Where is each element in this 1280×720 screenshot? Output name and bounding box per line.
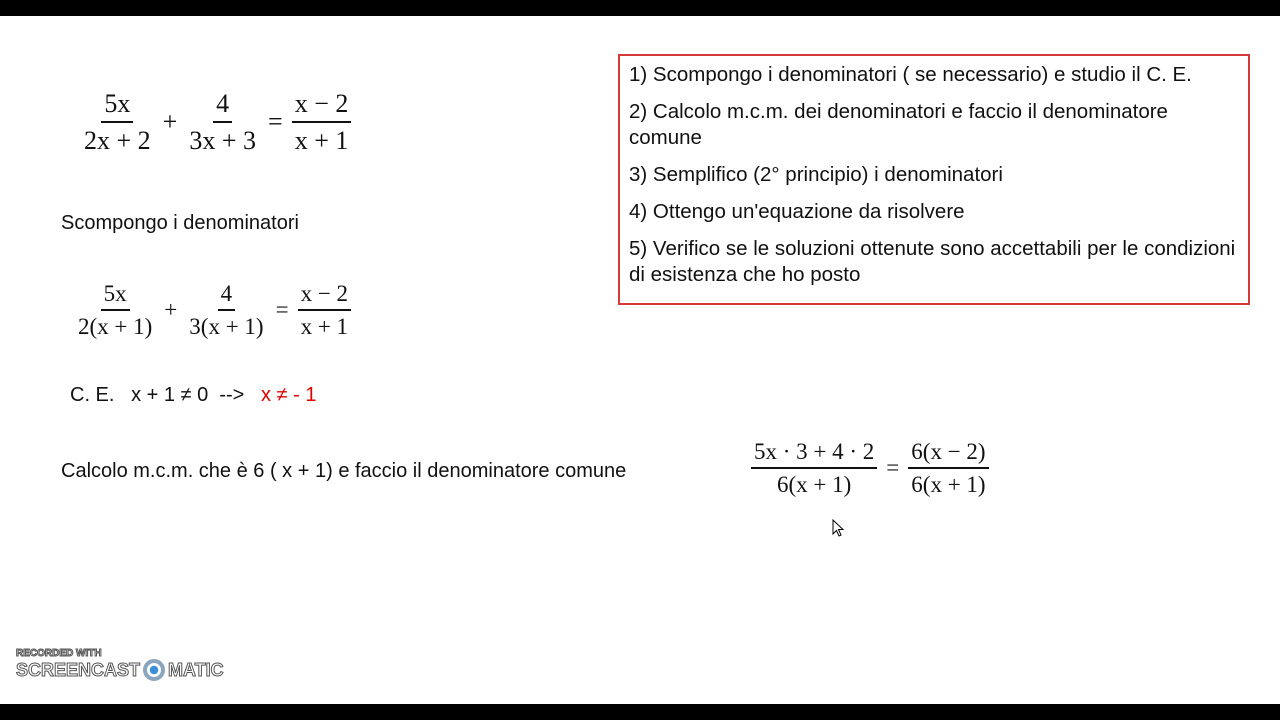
- step-item: 1) Scompongo i denominatori ( se necessario) e studio il C. E.: [629, 63, 1192, 86]
- condition-result: x ≠ - 1: [261, 384, 317, 406]
- denominator: x + 1: [294, 126, 349, 156]
- numerator: 4: [218, 278, 236, 311]
- step-item: 5) Verifico se le soluzioni ottenute sono accettabili per le condizioni di esistenza che ho posto: [629, 237, 1236, 286]
- numerator: 5x: [101, 86, 133, 123]
- numerator: 5x · 3 + 4 · 2: [751, 436, 877, 469]
- mouse-cursor-icon: [832, 519, 846, 539]
- steps-box: [618, 54, 1250, 305]
- plus-sign: +: [162, 107, 178, 137]
- equals-sign: =: [886, 455, 900, 481]
- top-letterbox: [0, 0, 1280, 16]
- condition-label: C. E. x + 1 ≠ 0 -->: [70, 384, 245, 406]
- denominator: 2(x + 1): [78, 314, 153, 340]
- watermark-left-text: SCREENCAST: [16, 659, 141, 680]
- equation-original: [78, 86, 354, 158]
- denominator: 2x + 2: [84, 126, 151, 156]
- equation-factored: [72, 278, 354, 342]
- numerator: 5x: [101, 278, 130, 311]
- equation-common-denominator: [748, 436, 992, 500]
- step-item: 4) Ottengo un'equazione da risolvere: [629, 200, 965, 223]
- step2-label: Calcolo m.c.m. che è 6 ( x + 1) e faccio il denominatore comune: [61, 460, 627, 482]
- equals-sign: =: [275, 297, 289, 323]
- screencast-logo-icon: [143, 659, 165, 681]
- screencast-matic-watermark: [16, 648, 224, 681]
- watermark-top-text: RECORDED WITH: [16, 648, 102, 659]
- step-item: 2) Calcolo m.c.m. dei denominatori e faccio il denominatore comune: [629, 100, 1168, 149]
- bottom-letterbox: [0, 704, 1280, 720]
- watermark-right-text: MATIC: [168, 659, 224, 680]
- plus-sign: +: [164, 297, 178, 323]
- denominator: 6(x + 1): [911, 472, 986, 498]
- step-item: 3) Semplifico (2° principio) i denominatori: [629, 163, 1003, 186]
- denominator: x + 1: [300, 314, 349, 340]
- step1-label: Scompongo i denominatori: [61, 212, 299, 234]
- numerator: 4: [213, 86, 232, 123]
- numerator: 6(x − 2): [908, 436, 988, 469]
- numerator: x − 2: [292, 86, 352, 123]
- existence-condition: [70, 384, 316, 407]
- numerator: x − 2: [298, 278, 351, 311]
- denominator: 6(x + 1): [777, 472, 852, 498]
- denominator: 3(x + 1): [189, 314, 264, 340]
- equals-sign: =: [268, 107, 283, 137]
- denominator: 3x + 3: [189, 126, 257, 156]
